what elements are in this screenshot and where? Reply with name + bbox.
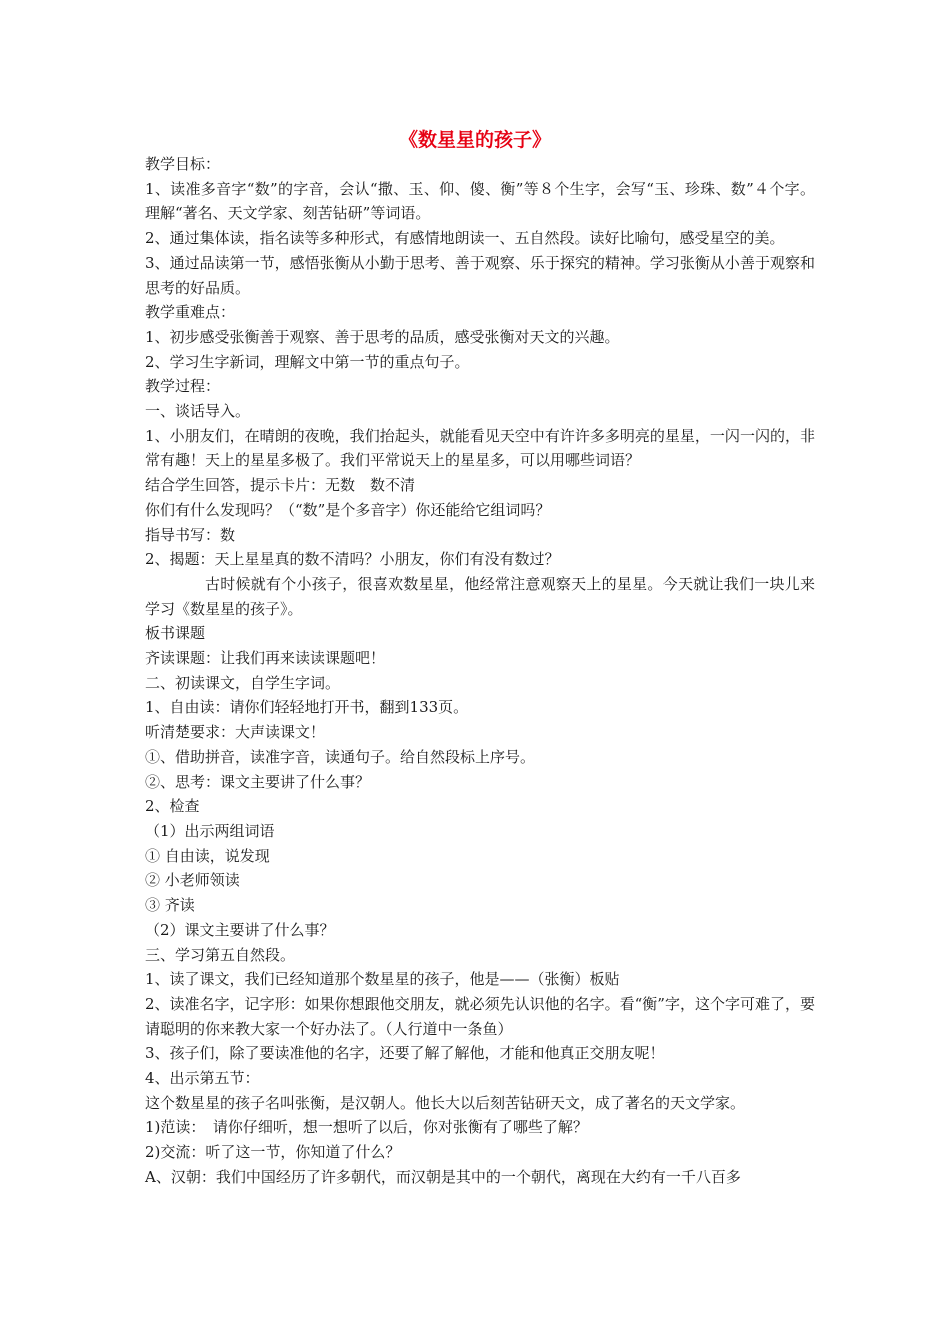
paragraph: 2、学习生字新词，理解文中第一节的重点句子。 <box>145 352 470 371</box>
paragraph: ① 自由读，说发现 <box>145 846 270 865</box>
paragraph: ③ 齐读 <box>145 896 195 915</box>
paragraph: 4、出示第五节： <box>145 1069 260 1088</box>
paragraph: 1、小朋友们，在晴朗的夜晚，我们抬起头，就能看见天空中有许许多多明亮的星星，一闪一闪的，非常有趣！天上的星星多极了。我们平常说天上的星星多，可以用哪些词语？ <box>145 426 815 470</box>
paragraph: 2、读准名字，记字形：如果你想跟他交朋友，就必须先认识他的名字。看“衡”字，这个字可难了，要请聪明的你来教大家一个好办法了。（人行道中一条鱼） <box>145 994 815 1038</box>
paragraph: 2)交流：听了这一节，你知道了什么？ <box>145 1143 401 1162</box>
document-title: 《数星星的孩子》 <box>398 129 551 151</box>
paragraph: 1、初步感受张衡善于观察、善于思考的品质，感受张衡对天文的兴趣。 <box>145 327 620 346</box>
paragraph: 结合学生回答，提示卡片：无数 数不清 <box>145 476 416 495</box>
paragraph: 指导书写：数 <box>145 525 236 544</box>
paragraph: 2、揭题：天上星星真的数不清吗？小朋友，你们有没有数过？ <box>145 550 560 569</box>
paragraph: 二、初读课文，自学生字词。 <box>145 673 341 692</box>
paragraph: 1、读准多音字“数”的字音，会认“撒、玉、仰、傻、衡”等８个生字，会写“玉、珍珠、数”４个字。理解“著名、天文学家、刻苦钻研”等词语。 <box>145 179 815 223</box>
document-body <box>145 152 815 1190</box>
paragraph: ② 小老师领读 <box>145 871 240 890</box>
paragraph: 这个数星星的孩子名叫张衡，是汉朝人。他长大以后刻苦钻研天文，成了著名的天文学家。 <box>145 1093 746 1112</box>
paragraph: （1）出示两组词语 <box>145 821 275 840</box>
paragraph: （2）课文主要讲了什么事？ <box>145 920 335 939</box>
paragraph: 板书课题 <box>145 624 206 643</box>
paragraph: 3、孩子们，除了要读准他的名字，还要了解了解他，才能和他真正交朋友呢！ <box>145 1044 665 1063</box>
section-heading-process: 教学过程： <box>145 377 221 396</box>
paragraph: 1、自由读：请你们轻轻地打开书，翻到133页。 <box>145 698 469 717</box>
paragraph: 3、通过品读第一节，感悟张衡从小勤于思考、善于观察、乐于探究的精神。学习张衡从小善于观察和思考的好品质。 <box>145 253 815 297</box>
paragraph: 三、学习第五自然段。 <box>145 945 296 964</box>
paragraph: 2、通过集体读，指名读等多种形式，有感情地朗读一、五自然段。读好比喻句，感受星空的美。 <box>145 229 785 248</box>
paragraph: 你们有什么发现吗？（“数”是个多音字）你还能给它组词吗？ <box>145 500 551 519</box>
paragraph: 齐读课题：让我们再来读读课题吧！ <box>145 649 386 668</box>
paragraph: ②、思考：课文主要讲了什么事？ <box>145 772 371 791</box>
paragraph: A、汉朝：我们中国经历了许多朝代，而汉朝是其中的一个朝代，离现在大约有一千八百多 <box>145 1167 741 1186</box>
section-heading-objectives: 教学目标： <box>145 155 221 173</box>
paragraph: 1、读了课文，我们已经知道那个数星星的孩子，他是——（张衡）板贴 <box>145 970 620 989</box>
paragraph: ①、借助拼音，读准字音，读通句子。给自然段标上序号。 <box>145 747 536 766</box>
paragraph: 听清楚要求：大声读课文！ <box>145 723 326 742</box>
paragraph: 1)范读： 请你仔细听，想一想听了以后，你对张衡有了哪些了解？ <box>145 1118 588 1137</box>
paragraph: 2、检查 <box>145 797 200 816</box>
paragraph: 古时候就有个小孩子，很喜欢数星星，他经常注意观察天上的星星。今天就让我们一块儿来学习《数星星的孩子》。 <box>145 574 815 618</box>
paragraph: 一、谈话导入。 <box>145 402 251 421</box>
section-heading-key-points: 教学重难点： <box>145 303 236 322</box>
